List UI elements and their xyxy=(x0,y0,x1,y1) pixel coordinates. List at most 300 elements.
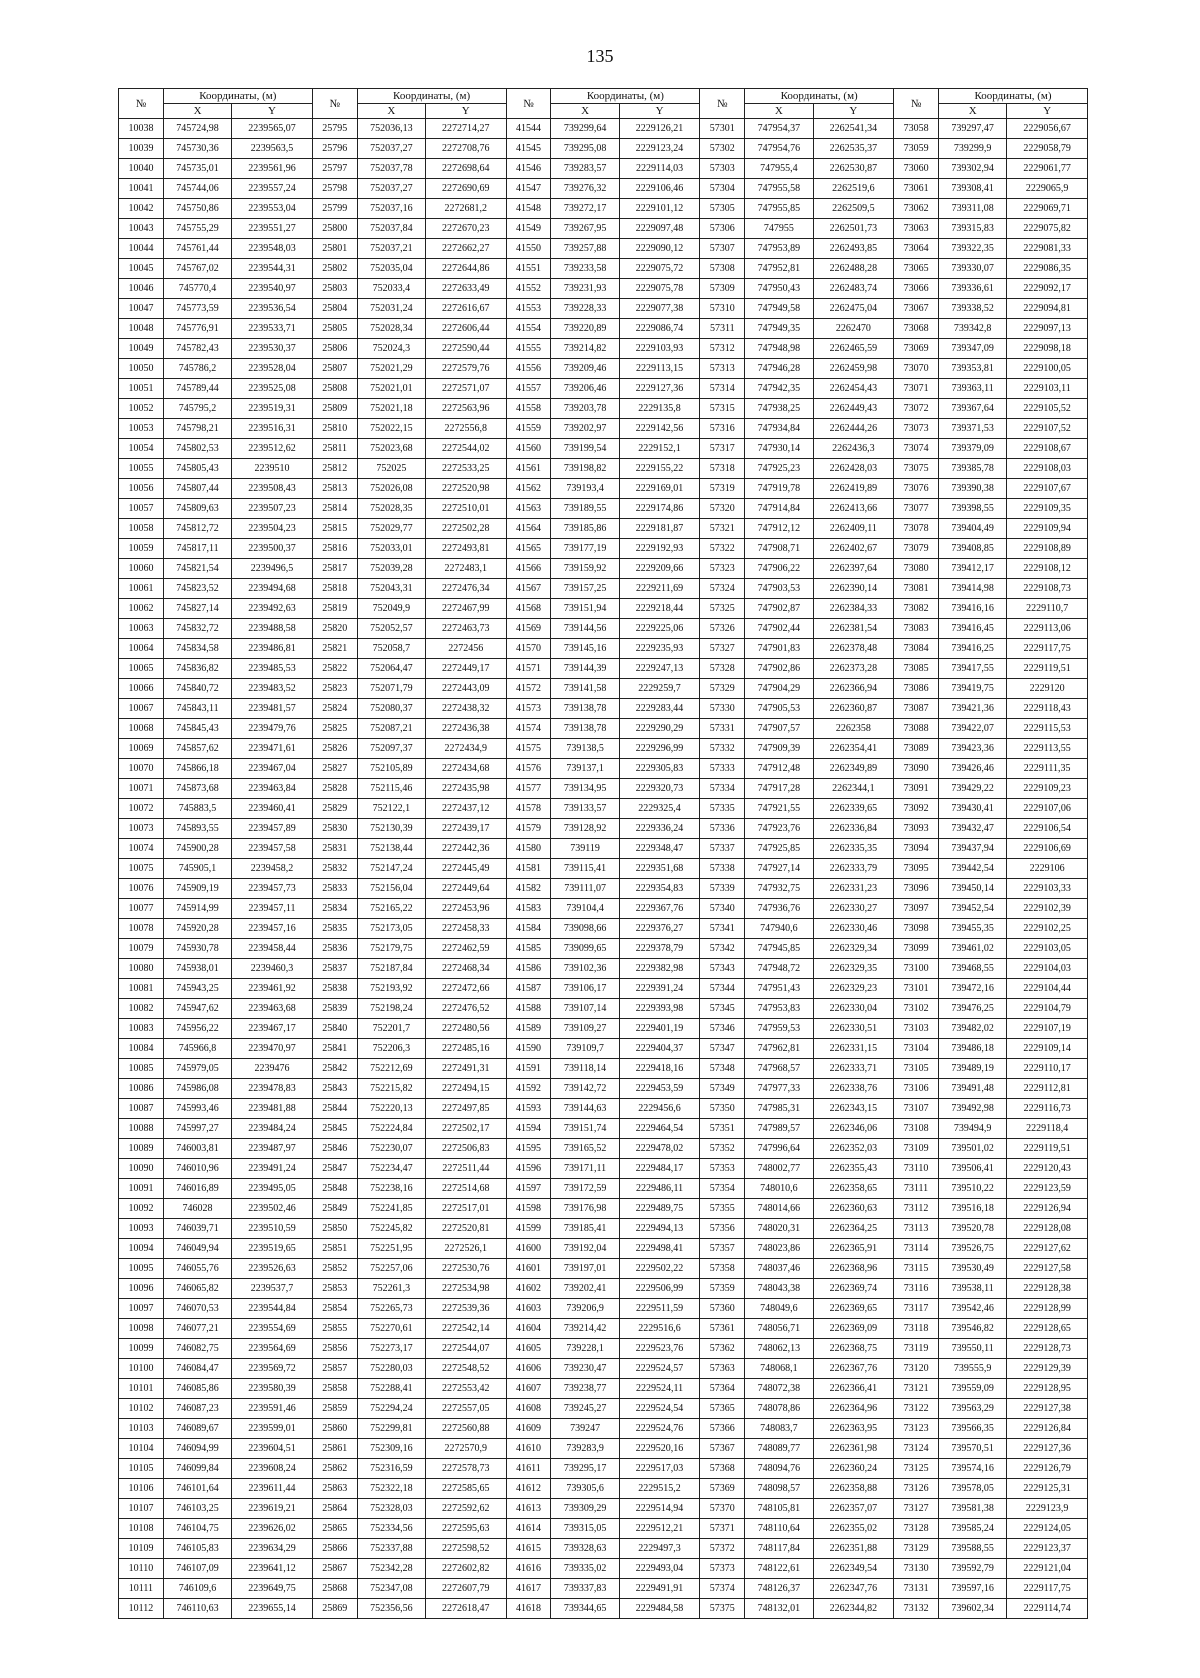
point-number: 57320 xyxy=(700,499,745,519)
point-number: 25855 xyxy=(312,1319,357,1339)
x-coordinate: 745724,98 xyxy=(163,119,231,139)
y-coordinate: 2239457,16 xyxy=(232,919,313,939)
point-number: 10084 xyxy=(119,1039,164,1059)
y-coordinate: 2229524,57 xyxy=(619,1359,700,1379)
x-coordinate: 739115,41 xyxy=(551,859,619,879)
y-coordinate: 2239481,88 xyxy=(232,1099,313,1119)
point-number: 10077 xyxy=(119,899,164,919)
point-number: 41585 xyxy=(506,939,551,959)
point-number: 25826 xyxy=(312,739,357,759)
x-coordinate: 747977,33 xyxy=(745,1079,813,1099)
y-coordinate: 2229125,31 xyxy=(1007,1479,1088,1499)
x-coordinate: 747904,29 xyxy=(745,679,813,699)
table-row xyxy=(119,799,1088,819)
point-number: 10043 xyxy=(119,219,164,239)
y-coordinate: 2272476,52 xyxy=(425,999,506,1019)
y-coordinate: 2239481,57 xyxy=(232,699,313,719)
point-number: 25805 xyxy=(312,319,357,339)
table-header xyxy=(119,89,1088,119)
x-coordinate: 747936,76 xyxy=(745,899,813,919)
point-number: 10074 xyxy=(119,839,164,859)
point-number: 73068 xyxy=(894,319,939,339)
y-coordinate: 2272585,65 xyxy=(425,1479,506,1499)
point-number: 57342 xyxy=(700,939,745,959)
y-coordinate: 2229484,17 xyxy=(619,1159,700,1179)
point-number: 57304 xyxy=(700,179,745,199)
y-coordinate: 2229155,22 xyxy=(619,459,700,479)
point-number: 57326 xyxy=(700,619,745,639)
point-number: 41575 xyxy=(506,739,551,759)
y-coordinate: 2229489,75 xyxy=(619,1199,700,1219)
point-number: 41566 xyxy=(506,559,551,579)
y-coordinate: 2229259,7 xyxy=(619,679,700,699)
y-coordinate: 2262465,59 xyxy=(813,339,894,359)
y-coordinate: 2229376,27 xyxy=(619,919,700,939)
x-coordinate: 752294,24 xyxy=(357,1399,425,1419)
y-coordinate: 2262363,95 xyxy=(813,1419,894,1439)
point-number: 25830 xyxy=(312,819,357,839)
y-coordinate: 2272544,02 xyxy=(425,439,506,459)
y-coordinate: 2239494,68 xyxy=(232,579,313,599)
x-coordinate: 746110,63 xyxy=(163,1599,231,1619)
x-coordinate: 739202,41 xyxy=(551,1279,619,1299)
x-coordinate: 746085,86 xyxy=(163,1379,231,1399)
point-number: 57350 xyxy=(700,1099,745,1119)
x-coordinate: 739416,45 xyxy=(939,619,1007,639)
point-number: 73110 xyxy=(894,1159,939,1179)
y-coordinate: 2272462,59 xyxy=(425,939,506,959)
x-coordinate: 739342,8 xyxy=(939,319,1007,339)
point-number: 73077 xyxy=(894,499,939,519)
x-coordinate: 739468,55 xyxy=(939,959,1007,979)
y-coordinate: 2229515,2 xyxy=(619,1479,700,1499)
point-number: 57313 xyxy=(700,359,745,379)
x-coordinate: 748078,86 xyxy=(745,1399,813,1419)
table-row xyxy=(119,579,1088,599)
x-coordinate: 739119 xyxy=(551,839,619,859)
point-number: 10054 xyxy=(119,439,164,459)
y-coordinate: 2239492,63 xyxy=(232,599,313,619)
point-number: 10045 xyxy=(119,259,164,279)
x-coordinate: 739315,05 xyxy=(551,1519,619,1539)
point-number: 41608 xyxy=(506,1399,551,1419)
point-number: 41570 xyxy=(506,639,551,659)
y-coordinate: 2229127,38 xyxy=(1007,1399,1088,1419)
table-row xyxy=(119,1439,1088,1459)
x-coordinate: 752058,7 xyxy=(357,639,425,659)
point-number: 25842 xyxy=(312,1059,357,1079)
y-coordinate: 2262530,87 xyxy=(813,159,894,179)
point-number: 25864 xyxy=(312,1499,357,1519)
point-number: 41571 xyxy=(506,659,551,679)
x-coordinate: 745805,43 xyxy=(163,459,231,479)
y-coordinate: 2229174,86 xyxy=(619,499,700,519)
point-number: 73101 xyxy=(894,979,939,999)
point-number: 57311 xyxy=(700,319,745,339)
point-number: 10068 xyxy=(119,719,164,739)
y-coordinate: 2229126,84 xyxy=(1007,1419,1088,1439)
y-coordinate: 2239536,54 xyxy=(232,299,313,319)
x-coordinate: 739417,55 xyxy=(939,659,1007,679)
y-coordinate: 2262378,48 xyxy=(813,639,894,659)
point-number: 57358 xyxy=(700,1259,745,1279)
y-coordinate: 2229112,81 xyxy=(1007,1079,1088,1099)
x-coordinate: 739315,83 xyxy=(939,219,1007,239)
point-number: 41600 xyxy=(506,1239,551,1259)
y-coordinate: 2272449,17 xyxy=(425,659,506,679)
y-coordinate: 2229128,73 xyxy=(1007,1339,1088,1359)
point-number: 57321 xyxy=(700,519,745,539)
y-coordinate: 2229108,73 xyxy=(1007,579,1088,599)
y-coordinate: 2262360,24 xyxy=(813,1459,894,1479)
point-number: 73118 xyxy=(894,1319,939,1339)
coordinates-header: Координаты, (м) xyxy=(939,89,1088,104)
x-coordinate: 752037,78 xyxy=(357,159,425,179)
x-coordinate: 747934,84 xyxy=(745,419,813,439)
point-number: 57373 xyxy=(700,1559,745,1579)
x-coordinate: 739494,9 xyxy=(939,1119,1007,1139)
point-number: 10085 xyxy=(119,1059,164,1079)
y-coordinate: 2272542,14 xyxy=(425,1319,506,1339)
x-coordinate: 752238,16 xyxy=(357,1179,425,1199)
y-coordinate: 2229077,38 xyxy=(619,299,700,319)
x-header: X xyxy=(551,104,619,119)
y-coordinate: 2262329,35 xyxy=(813,959,894,979)
point-number: 73114 xyxy=(894,1239,939,1259)
point-number: 10055 xyxy=(119,459,164,479)
y-coordinate: 2272714,27 xyxy=(425,119,506,139)
x-coordinate: 745812,72 xyxy=(163,519,231,539)
point-number: 10065 xyxy=(119,659,164,679)
y-coordinate: 2229061,77 xyxy=(1007,159,1088,179)
point-number: 57368 xyxy=(700,1459,745,1479)
x-coordinate: 745914,99 xyxy=(163,899,231,919)
x-coordinate: 747942,35 xyxy=(745,379,813,399)
table-row xyxy=(119,619,1088,639)
y-coordinate: 2229104,79 xyxy=(1007,999,1088,1019)
x-coordinate: 739347,09 xyxy=(939,339,1007,359)
y-coordinate: 2262454,43 xyxy=(813,379,894,399)
y-coordinate: 2262331,15 xyxy=(813,1039,894,1059)
number-header: № xyxy=(506,89,551,119)
y-coordinate: 2239540,97 xyxy=(232,279,313,299)
y-coordinate: 2229129,39 xyxy=(1007,1359,1088,1379)
coordinates-header: Координаты, (м) xyxy=(551,89,700,104)
x-coordinate: 739538,11 xyxy=(939,1279,1007,1299)
y-coordinate: 2239591,46 xyxy=(232,1399,313,1419)
y-coordinate: 2229511,59 xyxy=(619,1299,700,1319)
x-coordinate: 747938,25 xyxy=(745,399,813,419)
point-number: 41590 xyxy=(506,1039,551,1059)
point-number: 10098 xyxy=(119,1319,164,1339)
point-number: 25806 xyxy=(312,339,357,359)
y-coordinate: 2262475,04 xyxy=(813,299,894,319)
y-coordinate: 2229516,6 xyxy=(619,1319,700,1339)
x-coordinate: 745956,22 xyxy=(163,1019,231,1039)
y-coordinate: 2262347,76 xyxy=(813,1579,894,1599)
point-number: 25827 xyxy=(312,759,357,779)
point-number: 41555 xyxy=(506,339,551,359)
x-coordinate: 739510,22 xyxy=(939,1179,1007,1199)
y-coordinate: 2272434,68 xyxy=(425,759,506,779)
point-number: 25798 xyxy=(312,179,357,199)
point-number: 10042 xyxy=(119,199,164,219)
point-number: 10087 xyxy=(119,1099,164,1119)
x-coordinate: 752037,21 xyxy=(357,239,425,259)
y-coordinate: 2262358,65 xyxy=(813,1179,894,1199)
point-number: 10101 xyxy=(119,1379,164,1399)
y-coordinate: 2229086,74 xyxy=(619,319,700,339)
x-coordinate: 748126,37 xyxy=(745,1579,813,1599)
y-coordinate: 2272526,1 xyxy=(425,1239,506,1259)
y-coordinate: 2262335,35 xyxy=(813,839,894,859)
x-coordinate: 752220,13 xyxy=(357,1099,425,1119)
y-coordinate: 2262501,73 xyxy=(813,219,894,239)
x-coordinate: 748062,13 xyxy=(745,1339,813,1359)
x-coordinate: 746103,25 xyxy=(163,1499,231,1519)
point-number: 57353 xyxy=(700,1159,745,1179)
point-number: 25811 xyxy=(312,439,357,459)
point-number: 25847 xyxy=(312,1159,357,1179)
x-coordinate: 739138,78 xyxy=(551,719,619,739)
y-coordinate: 2262354,41 xyxy=(813,739,894,759)
point-number: 10067 xyxy=(119,699,164,719)
point-number: 10048 xyxy=(119,319,164,339)
y-coordinate: 2229056,67 xyxy=(1007,119,1088,139)
point-number: 10070 xyxy=(119,759,164,779)
y-coordinate: 2239457,73 xyxy=(232,879,313,899)
y-coordinate: 2229336,24 xyxy=(619,819,700,839)
point-number: 25862 xyxy=(312,1459,357,1479)
x-coordinate: 747945,85 xyxy=(745,939,813,959)
x-coordinate: 752156,04 xyxy=(357,879,425,899)
x-coordinate: 745786,2 xyxy=(163,359,231,379)
x-coordinate: 739209,46 xyxy=(551,359,619,379)
x-coordinate: 747940,6 xyxy=(745,919,813,939)
x-coordinate: 739245,27 xyxy=(551,1399,619,1419)
x-coordinate: 747930,14 xyxy=(745,439,813,459)
table-row xyxy=(119,1459,1088,1479)
y-coordinate: 2229097,13 xyxy=(1007,319,1088,339)
table-row xyxy=(119,739,1088,759)
y-coordinate: 2239537,7 xyxy=(232,1279,313,1299)
x-coordinate: 739171,11 xyxy=(551,1159,619,1179)
x-coordinate: 739530,49 xyxy=(939,1259,1007,1279)
number-header: № xyxy=(119,89,164,119)
y-coordinate: 2229404,37 xyxy=(619,1039,700,1059)
y-coordinate: 2239485,53 xyxy=(232,659,313,679)
point-number: 10095 xyxy=(119,1259,164,1279)
point-number: 73084 xyxy=(894,639,939,659)
x-coordinate: 739414,98 xyxy=(939,579,1007,599)
x-coordinate: 745834,58 xyxy=(163,639,231,659)
point-number: 25822 xyxy=(312,659,357,679)
x-coordinate: 752033,01 xyxy=(357,539,425,559)
x-coordinate: 752257,06 xyxy=(357,1259,425,1279)
point-number: 73119 xyxy=(894,1339,939,1359)
y-coordinate: 2239470,97 xyxy=(232,1039,313,1059)
x-coordinate: 739430,41 xyxy=(939,799,1007,819)
y-coordinate: 2229106 xyxy=(1007,859,1088,879)
point-number: 73109 xyxy=(894,1139,939,1159)
y-coordinate: 2229094,81 xyxy=(1007,299,1088,319)
point-number: 73105 xyxy=(894,1059,939,1079)
x-coordinate: 747909,39 xyxy=(745,739,813,759)
y-coordinate: 2229498,41 xyxy=(619,1239,700,1259)
y-coordinate: 2229120 xyxy=(1007,679,1088,699)
x-coordinate: 747946,28 xyxy=(745,359,813,379)
y-coordinate: 2229107,52 xyxy=(1007,419,1088,439)
x-coordinate: 752087,21 xyxy=(357,719,425,739)
x-coordinate: 739426,46 xyxy=(939,759,1007,779)
table-row xyxy=(119,599,1088,619)
y-coordinate: 2262330,51 xyxy=(813,1019,894,1039)
point-number: 25800 xyxy=(312,219,357,239)
point-number: 41578 xyxy=(506,799,551,819)
point-number: 73131 xyxy=(894,1579,939,1599)
x-coordinate: 739102,36 xyxy=(551,959,619,979)
point-number: 41560 xyxy=(506,439,551,459)
point-number: 25829 xyxy=(312,799,357,819)
y-coordinate: 2262352,03 xyxy=(813,1139,894,1159)
y-coordinate: 2262329,23 xyxy=(813,979,894,999)
table-row xyxy=(119,259,1088,279)
x-coordinate: 739192,04 xyxy=(551,1239,619,1259)
point-number: 41618 xyxy=(506,1599,551,1619)
point-number: 73122 xyxy=(894,1399,939,1419)
y-coordinate: 2229117,75 xyxy=(1007,639,1088,659)
x-coordinate: 746016,89 xyxy=(163,1179,231,1199)
point-number: 25808 xyxy=(312,379,357,399)
y-coordinate: 2229181,87 xyxy=(619,519,700,539)
y-coordinate: 2239608,24 xyxy=(232,1459,313,1479)
x-coordinate: 745809,63 xyxy=(163,499,231,519)
x-coordinate: 752023,68 xyxy=(357,439,425,459)
point-number: 57370 xyxy=(700,1499,745,1519)
point-number: 57344 xyxy=(700,979,745,999)
x-coordinate: 748094,76 xyxy=(745,1459,813,1479)
x-coordinate: 745730,36 xyxy=(163,139,231,159)
y-coordinate: 2262493,85 xyxy=(813,239,894,259)
y-coordinate: 2239619,21 xyxy=(232,1499,313,1519)
y-coordinate: 2229520,16 xyxy=(619,1439,700,1459)
coordinates-header: Координаты, (м) xyxy=(357,89,506,104)
x-coordinate: 747955,4 xyxy=(745,159,813,179)
x-coordinate: 752334,56 xyxy=(357,1519,425,1539)
point-number: 73103 xyxy=(894,1019,939,1039)
point-number: 41599 xyxy=(506,1219,551,1239)
point-number: 57356 xyxy=(700,1219,745,1239)
point-number: 73108 xyxy=(894,1119,939,1139)
point-number: 25809 xyxy=(312,399,357,419)
point-number: 73097 xyxy=(894,899,939,919)
x-coordinate: 739442,54 xyxy=(939,859,1007,879)
x-coordinate: 752028,34 xyxy=(357,319,425,339)
x-coordinate: 746089,67 xyxy=(163,1419,231,1439)
y-coordinate: 2239557,24 xyxy=(232,179,313,199)
point-number: 41552 xyxy=(506,279,551,299)
point-number: 10061 xyxy=(119,579,164,599)
y-coordinate: 2239530,37 xyxy=(232,339,313,359)
point-number: 41579 xyxy=(506,819,551,839)
table-body xyxy=(119,119,1088,1619)
y-coordinate: 2229128,65 xyxy=(1007,1319,1088,1339)
y-coordinate: 2272530,76 xyxy=(425,1259,506,1279)
point-number: 41558 xyxy=(506,399,551,419)
point-number: 41572 xyxy=(506,679,551,699)
y-coordinate: 2272616,67 xyxy=(425,299,506,319)
y-coordinate: 2229517,03 xyxy=(619,1459,700,1479)
point-number: 10094 xyxy=(119,1239,164,1259)
x-coordinate: 752316,59 xyxy=(357,1459,425,1479)
y-coordinate: 2229101,12 xyxy=(619,199,700,219)
point-number: 73063 xyxy=(894,219,939,239)
point-number: 25801 xyxy=(312,239,357,259)
point-number: 73093 xyxy=(894,819,939,839)
table-row xyxy=(119,939,1088,959)
point-number: 57336 xyxy=(700,819,745,839)
point-number: 10106 xyxy=(119,1479,164,1499)
y-coordinate: 2229126,21 xyxy=(619,119,700,139)
y-coordinate: 2229113,06 xyxy=(1007,619,1088,639)
x-coordinate: 739206,9 xyxy=(551,1299,619,1319)
x-coordinate: 739276,32 xyxy=(551,179,619,199)
point-number: 41614 xyxy=(506,1519,551,1539)
point-number: 73098 xyxy=(894,919,939,939)
point-number: 25840 xyxy=(312,1019,357,1039)
point-number: 41574 xyxy=(506,719,551,739)
table-row xyxy=(119,239,1088,259)
y-coordinate: 2229120,43 xyxy=(1007,1159,1088,1179)
y-coordinate: 2272534,98 xyxy=(425,1279,506,1299)
x-coordinate: 739379,09 xyxy=(939,439,1007,459)
point-number: 10053 xyxy=(119,419,164,439)
point-number: 41545 xyxy=(506,139,551,159)
y-coordinate: 2229126,94 xyxy=(1007,1199,1088,1219)
x-coordinate: 752261,3 xyxy=(357,1279,425,1299)
x-coordinate: 745798,21 xyxy=(163,419,231,439)
x-coordinate: 739506,41 xyxy=(939,1159,1007,1179)
point-number: 25817 xyxy=(312,559,357,579)
x-coordinate: 748122,61 xyxy=(745,1559,813,1579)
point-number: 10108 xyxy=(119,1519,164,1539)
x-coordinate: 745866,18 xyxy=(163,759,231,779)
point-number: 25832 xyxy=(312,859,357,879)
x-coordinate: 752206,3 xyxy=(357,1039,425,1059)
y-coordinate: 2229102,25 xyxy=(1007,919,1088,939)
x-coordinate: 747968,57 xyxy=(745,1059,813,1079)
y-coordinate: 2229283,44 xyxy=(619,699,700,719)
x-coordinate: 739145,16 xyxy=(551,639,619,659)
table-row xyxy=(119,1319,1088,1339)
point-number: 10073 xyxy=(119,819,164,839)
point-number: 10056 xyxy=(119,479,164,499)
x-coordinate: 747923,76 xyxy=(745,819,813,839)
point-number: 73067 xyxy=(894,299,939,319)
y-coordinate: 2229351,68 xyxy=(619,859,700,879)
x-coordinate: 739563,29 xyxy=(939,1399,1007,1419)
y-coordinate: 2262436,3 xyxy=(813,439,894,459)
x-coordinate: 739432,47 xyxy=(939,819,1007,839)
y-coordinate: 2229192,93 xyxy=(619,539,700,559)
x-coordinate: 739299,64 xyxy=(551,119,619,139)
y-coordinate: 2239634,29 xyxy=(232,1539,313,1559)
point-number: 57369 xyxy=(700,1479,745,1499)
x-coordinate: 739144,56 xyxy=(551,619,619,639)
x-coordinate: 739233,58 xyxy=(551,259,619,279)
y-coordinate: 2239626,02 xyxy=(232,1519,313,1539)
y-coordinate: 2272598,52 xyxy=(425,1539,506,1559)
